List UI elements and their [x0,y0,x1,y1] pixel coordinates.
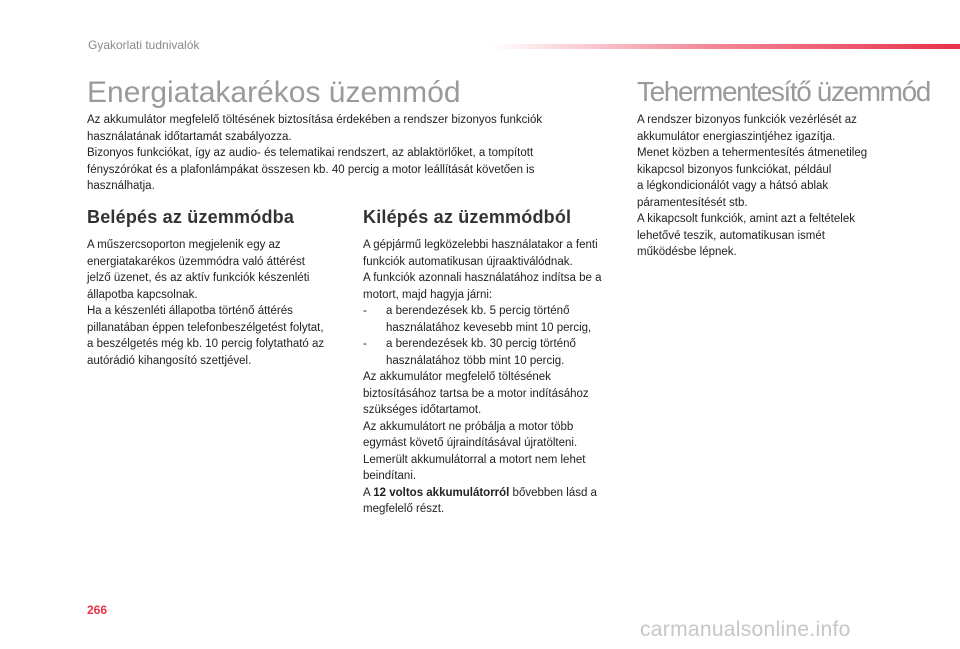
exit-line: Az akkumulátor megfelelő töltésének [363,371,551,383]
dash-line: használatához több mint 10 percig. [386,354,565,367]
intro-line: használatának időtartamát szabályozza. [87,130,292,143]
page-number: 266 [87,603,108,617]
load-shedding-text [637,112,887,261]
enter-mode-heading: Belépés az üzemmódba [87,207,295,227]
exit-line: Az akkumulátort ne próbálja a motor több [363,420,574,433]
exit-line: megfelelő részt. [363,503,445,515]
dash-line: a berendezések kb. 30 percig történő [386,338,576,350]
enter-line: a beszélgetés még kb. 10 percig folytatható az [87,338,325,350]
enter-line: Ha a készenléti állapotba történő áttérés [87,305,293,317]
energy-saving-title: Energiatakarékos üzemmód [87,76,461,109]
enter-line: A műszercsoporton megjelenik egy az [87,239,281,251]
exit-mode-text [363,237,625,518]
exit-line: biztosításához tartsa be a motor indításához [363,387,589,400]
load-line: A rendszer bizonyos funkciók vezérlését az [637,114,857,126]
load-line: akkumulátor energiaszintjéhez igazítja. [637,130,836,143]
enter-line: energiatakarékos üzemmódra való áttérést [87,255,305,268]
load-line: Menet közben a tehermentesítés átmenetileg [637,147,868,159]
enter-mode-text [87,237,345,369]
intro-line: használhatja. [87,180,155,192]
watermark: carmanualsonline.info [640,618,851,641]
load-line: A kikapcsolt funkciók, amint azt a feltételek [637,213,855,225]
exit-line: Lemerült akkumulátorral a motort nem lehet [363,453,586,466]
intro-line: Bizonyos funkciókat, így az audio- és telematikai rendszert, az ablaktörlőket, a tompított [87,147,534,159]
enter-line: autórádió kihangosító szettjével. [87,354,252,367]
load-line: páramentesítését stb. [637,196,748,209]
exit-line: A gépjármű legközelebbi használatakor a fenti [363,239,598,251]
dash-line: használatához kevesebb mint 10 percig, [386,321,592,334]
exit-line: szükséges időtartamot. [363,404,482,416]
dash-mark: - [363,305,367,317]
energy-saving-intro [87,112,587,195]
exit-reference-line: A 12 voltos akkumulátorról bővebben lásd a [363,486,597,499]
dash-mark: - [363,338,367,350]
exit-line: egymást követő újraindításával újratölteni. [363,437,578,449]
dash-item [363,336,625,369]
load-line: kikapcsol bizonyos funkciókat, például [637,163,832,176]
battery-reference: 12 voltos akkumulátorról [373,486,510,499]
enter-line: pillanatában éppen telefonbeszélgetést folytat, [87,321,324,334]
exit-line: funkciók automatikusan újraaktiválódnak. [363,255,573,268]
enter-line: jelző üzenet, és az aktív funkciók készenléti [87,272,310,284]
exit-line: beindítani. [363,470,417,482]
dash-item [363,303,625,336]
exit-mode-heading: Kilépés az üzemmódból [363,207,572,227]
exit-line: A funkciók azonnali használatához indítsa be a [363,272,602,284]
intro-line: fényszórókat és a plafonlámpákat összesen kb. 40 percig a motor leállítását követően is [87,163,535,176]
load-line: működésbe lépnek. [637,246,737,258]
load-line: lehetővé teszik, automatikusan ismét [637,229,825,242]
enter-line: állapotba kapcsolnak. [87,288,198,301]
header-accent-bar [490,44,960,49]
intro-line: Az akkumulátor megfelelő töltésének biztosítása érdekében a rendszer bizonyos funkciók [87,114,543,126]
load-line: a légkondicionálót vagy a hátsó ablak [637,180,829,192]
exit-line: motort, majd hagyja járni: [363,288,493,301]
load-shedding-title: Tehermentesítő üzemmód [637,76,930,107]
dash-line: a berendezések kb. 5 percig történő [386,305,570,317]
section-header: Gyakorlati tudnivalók [88,38,200,52]
